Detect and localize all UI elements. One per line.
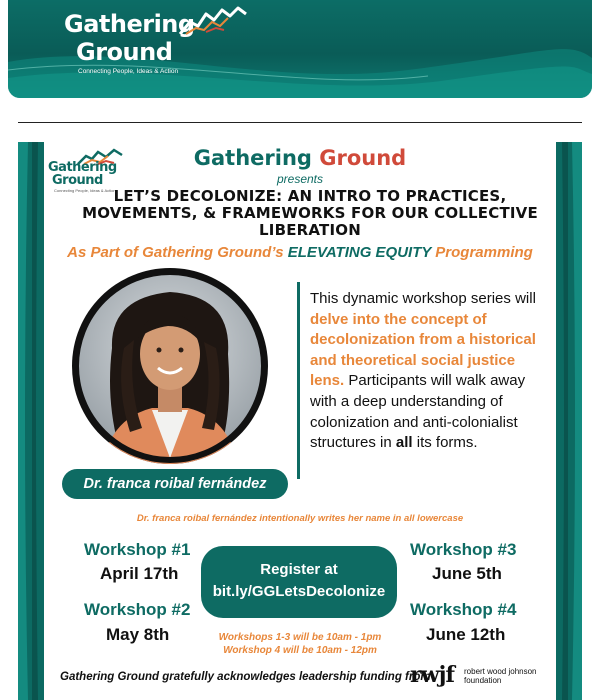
presenter-name-badge: Dr. franca roibal fernández [62,469,288,499]
gathering-ground-logo[interactable] [56,4,256,74]
workshop-2-label: Workshop #2 [84,600,191,619]
subhead-suffix: Programming [431,244,533,261]
org-title-part2: Ground [319,146,407,170]
org-title-part1: Gathering [193,146,312,170]
name-note: Dr. franca roibal fernández intentionally writes her name in all lowercase [136,513,464,524]
logo-tagline: Connecting People, Ideas & Action [78,68,179,75]
rwjf-logo-mark: rwjf [410,662,454,688]
mini-logo-tagline: Connecting People, Ideas & Action [54,188,116,193]
mini-logo-gathering: Gathering [48,160,117,175]
mini-logo-ground: Ground [52,173,103,188]
subhead-highlight: ELEVATING EQUITY [287,244,432,261]
logo-word-gathering: Gathering [64,10,195,38]
workshop-3-date: June 5th [432,564,502,583]
workshop-3-label: Workshop #3 [410,540,517,559]
workshop-1-label: Workshop #1 [84,540,191,559]
workshop-1-date: April 17th [100,564,179,583]
program-subhead [38,244,562,261]
description-bold: all [395,434,413,452]
rwjf-logo-name: robert wood johnson foundation [464,667,537,685]
vertical-accent-line [297,282,300,479]
presenter-portrait-graphic [72,268,268,464]
description-highlight: delve into the concept of decolonization from a historical and theoretical social justice lens. [310,310,536,390]
workshop-4-date: June 12th [426,625,506,644]
description-part3: its forms. [412,434,478,452]
subhead-prefix: As Part of Gathering Ground’s [67,244,288,261]
feather-icon [176,4,256,38]
register-link-button[interactable] [201,546,397,618]
org-title [18,146,582,170]
times-line2: Workshop 4 will be 10am - 12pm [223,645,377,656]
header-banner [8,0,592,98]
workshop-headline: LET’S DECOLONIZE: AN INTRO TO PRACTICES, MOVEMENTS, & FRAMEWORKS FOR OUR COLLECTIVE LIBERATION [82,187,538,239]
description-part1: This dynamic workshop series will [310,290,536,307]
workshop-2-date: May 8th [106,625,170,644]
workshop-times [168,631,432,657]
register-line1: Register at [260,561,338,578]
funding-acknowledgement: Gathering Ground gratefully acknowledges leadership funding from [60,671,431,683]
workshop-description [310,289,542,454]
horizontal-divider [18,122,582,123]
presenter-photo [72,268,268,464]
register-url[interactable]: bit.ly/GGLetsDecolonize [212,583,386,600]
workshop-4-label: Workshop #4 [410,600,517,619]
times-line1: Workshops 1-3 will be 10am - 1pm [218,632,382,643]
logo-word-ground: Ground [76,38,173,66]
presents-text: presents [276,172,324,186]
workshop-flyer [18,142,582,700]
description-part2: Participants will walk away with a deep understanding of colonization and anti-colonialist structures in [310,372,526,452]
